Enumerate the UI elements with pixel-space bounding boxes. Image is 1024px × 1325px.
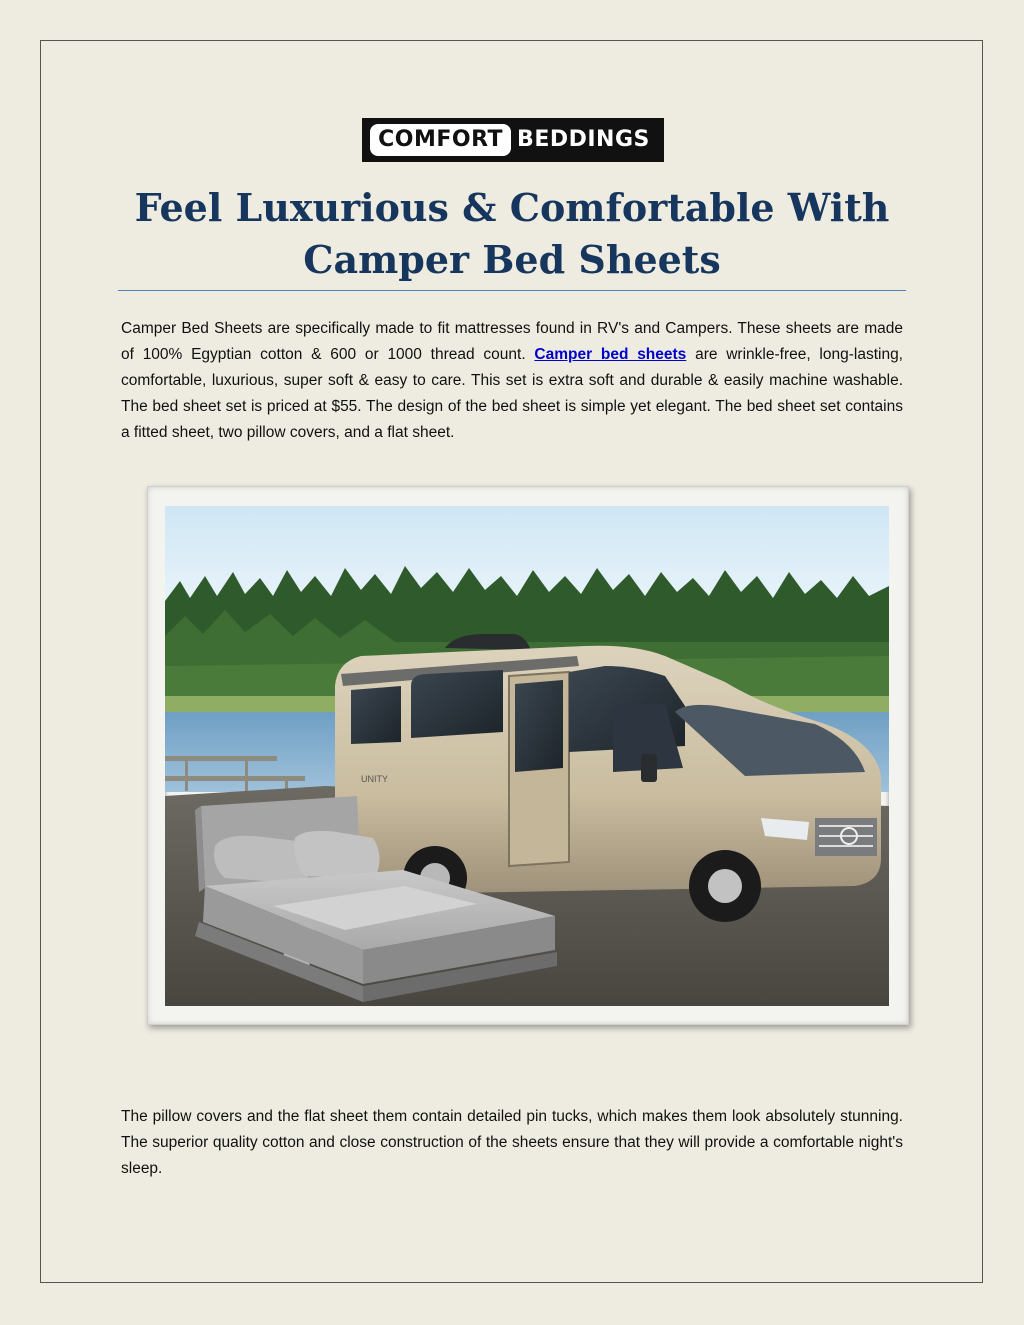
title-line-1: Feel Luxurious & Comfortable With xyxy=(134,185,890,230)
intro-text-start: Camper Bed Sheets are specifically made to fit mattresses found in RV's and Campers. These sheets are made of 100% Egyptian cotton & 600 or 1000 thread count. xyxy=(121,320,903,363)
intro-text-end: are wrinkle-free, long-lasting, comfortable, luxurious, super soft & easy to care. This set is extra soft and durable & easily machine washable. The bed sheet set is priced at $55. The design of the bed sheet is simple yet elegant. The bed sheet set contains a fitted sheet, two pillow covers, and a flat sheet. xyxy=(121,346,903,441)
title-divider xyxy=(118,290,906,291)
logo-word-comfort: COMFORT xyxy=(370,124,511,156)
brand-logo xyxy=(362,118,664,162)
page-title xyxy=(118,182,906,286)
intro-paragraph xyxy=(121,316,903,446)
closing-paragraph: The pillow covers and the flat sheet them contain detailed pin tucks, which makes them look absolutely stunning. The superior quality cotton and close construction of the sheets ensure that they will provide a comfortable night's sleep. xyxy=(121,1108,903,1177)
van-badge-text: UNITY xyxy=(361,774,388,784)
camper-van-bed-photo xyxy=(165,506,889,1006)
logo-word-beddings: BEDDINGS xyxy=(517,127,650,152)
title-line-2: Camper Bed Sheets xyxy=(303,237,721,282)
camper-bed-sheets-link[interactable]: Camper bed sheets xyxy=(534,346,687,363)
